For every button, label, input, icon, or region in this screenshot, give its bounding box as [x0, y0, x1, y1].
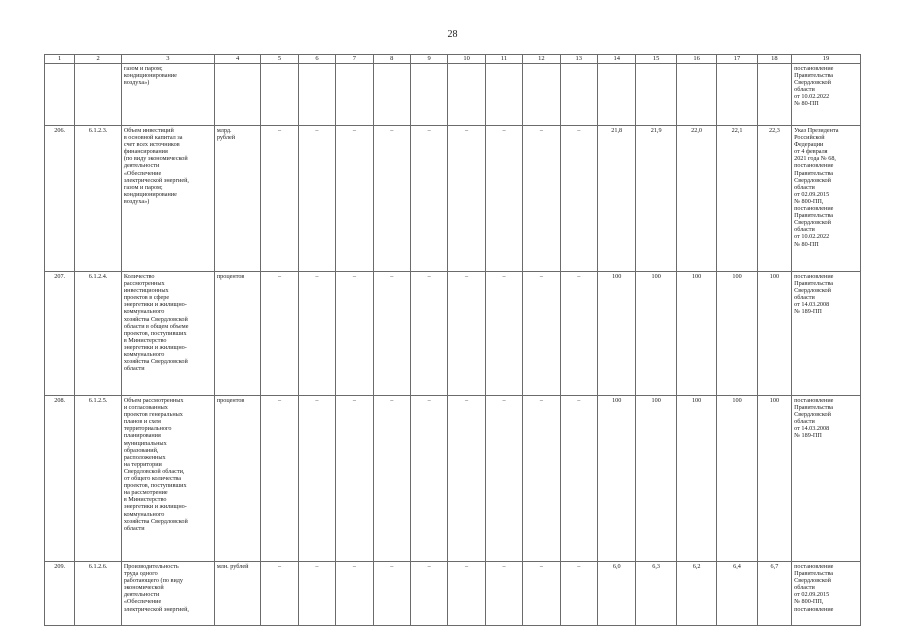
unit-of-measure: млрд. рублей [214, 126, 261, 272]
table-row [45, 272, 861, 396]
indicator-code: 6.1.2.4. [75, 272, 122, 396]
value-cell: 100 [757, 396, 791, 562]
column-number-row [45, 55, 861, 64]
value-cell: – [410, 272, 447, 396]
value-cell: – [336, 126, 373, 272]
value-cell: 100 [717, 396, 757, 562]
indicator-name: Количество рассмотренных инвестиционных проектов в сфере энергетики и жилищно- коммунального хозяйства Свердловской области в общем объеме проектов, поступивших в Министерство энергетики и жилищно- коммунального хозяйства Свердловской области [121, 272, 214, 396]
indicator-name: Объем рассмотренных и согласованных проектов генеральных планов и схем территориального планирования муниципальных образований, расположенных на территории Свердловской области, от общего количества проектов, поступивших на рассмотрение в Министерство энергетики и жилищно- коммунального хозяйства Свердловской области [121, 396, 214, 562]
value-cell: 22,0 [676, 126, 716, 272]
value-cell: – [560, 562, 597, 626]
row-number: 207. [45, 272, 75, 396]
column-number: 1 [45, 55, 75, 64]
value-cell: 100 [757, 272, 791, 396]
value-cell: – [448, 126, 485, 272]
value-cell [485, 64, 522, 126]
row-number [45, 64, 75, 126]
value-cell: – [448, 272, 485, 396]
value-cell [261, 64, 298, 126]
unit-of-measure: процентов [214, 272, 261, 396]
column-number: 10 [448, 55, 485, 64]
value-cell: – [560, 272, 597, 396]
column-number: 15 [636, 55, 676, 64]
table-body [45, 64, 861, 626]
value-cell: – [261, 126, 298, 272]
value-cell [560, 64, 597, 126]
column-number: 8 [373, 55, 410, 64]
value-cell: – [448, 396, 485, 562]
value-cell: 100 [636, 396, 676, 562]
value-cell: – [523, 562, 560, 626]
value-cell [448, 64, 485, 126]
column-number: 5 [261, 55, 298, 64]
value-cell: 100 [598, 396, 636, 562]
value-cell: 100 [598, 272, 636, 396]
value-cell: – [485, 562, 522, 626]
page-number: 28 [447, 29, 458, 40]
indicator-code [75, 64, 122, 126]
value-cell: – [261, 396, 298, 562]
value-cell: – [523, 126, 560, 272]
column-number: 18 [757, 55, 791, 64]
value-cell: – [373, 562, 410, 626]
value-cell: – [336, 562, 373, 626]
value-cell [598, 64, 636, 126]
value-cell: 6,4 [717, 562, 757, 626]
column-number: 14 [598, 55, 636, 64]
value-cell: – [485, 126, 522, 272]
value-cell: – [261, 562, 298, 626]
column-number: 9 [410, 55, 447, 64]
column-number: 2 [75, 55, 122, 64]
column-number: 4 [214, 55, 261, 64]
value-cell: – [485, 396, 522, 562]
value-cell: – [485, 272, 522, 396]
value-cell: – [373, 396, 410, 562]
legal-basis: постановление Правительства Свердловской области от 14.03.2008 № 189-ПП [792, 272, 861, 396]
value-cell [410, 64, 447, 126]
value-cell: 6,3 [636, 562, 676, 626]
value-cell: 100 [717, 272, 757, 396]
indicator-code: 6.1.2.6. [75, 562, 122, 626]
value-cell: – [336, 396, 373, 562]
value-cell: – [560, 396, 597, 562]
unit-of-measure [214, 64, 261, 126]
value-cell [717, 64, 757, 126]
indicator-name: газом и паром; кондиционирование воздуха») [121, 64, 214, 126]
value-cell: – [560, 126, 597, 272]
value-cell: 6,2 [676, 562, 716, 626]
value-cell: – [373, 272, 410, 396]
value-cell [523, 64, 560, 126]
row-number: 209. [45, 562, 75, 626]
column-number: 19 [792, 55, 861, 64]
value-cell: – [523, 396, 560, 562]
table-row [45, 126, 861, 272]
legal-basis: постановление Правительства Свердловской области от 10.02.2022 № 80-ПП [792, 64, 861, 126]
value-cell: – [298, 562, 335, 626]
value-cell: 21,9 [636, 126, 676, 272]
value-cell [636, 64, 676, 126]
column-number: 17 [717, 55, 757, 64]
column-number: 11 [485, 55, 522, 64]
value-cell: – [448, 562, 485, 626]
column-number: 16 [676, 55, 716, 64]
value-cell: 6,7 [757, 562, 791, 626]
legal-basis: постановление Правительства Свердловской области от 14.03.2008 № 189-ПП [792, 396, 861, 562]
indicator-name: Производительность труда одного работающего (по виду экономической деятельности «Обеспечение электрической энергией, [121, 562, 214, 626]
value-cell: – [261, 272, 298, 396]
column-number: 12 [523, 55, 560, 64]
value-cell: 6,0 [598, 562, 636, 626]
value-cell: 22,3 [757, 126, 791, 272]
unit-of-measure: млн. рублей [214, 562, 261, 626]
column-number: 6 [298, 55, 335, 64]
table-row [45, 64, 861, 126]
indicator-code: 6.1.2.3. [75, 126, 122, 272]
value-cell: – [336, 272, 373, 396]
table-row [45, 562, 861, 626]
value-cell: – [410, 126, 447, 272]
value-cell: – [298, 126, 335, 272]
legal-basis: Указ Президента Российской Федерации от 4 февраля 2021 года № 68, постановление Правительства Свердловской области от 02.09.2015 № 800-ПП, постановление Правительства Свердловской области от 10.02.2022 № 80-ПП [792, 126, 861, 272]
column-number: 13 [560, 55, 597, 64]
value-cell [373, 64, 410, 126]
value-cell: – [298, 272, 335, 396]
indicator-name: Объем инвестиций в основной капитал за счет всех источников финансирования (по виду экономической деятельности «Обеспечение электрической энергией, газом и паром; кондиционирование воздуха») [121, 126, 214, 272]
indicator-code: 6.1.2.5. [75, 396, 122, 562]
indicators-table [44, 54, 861, 626]
unit-of-measure: процентов [214, 396, 261, 562]
column-number: 3 [121, 55, 214, 64]
row-number: 208. [45, 396, 75, 562]
value-cell: – [410, 562, 447, 626]
value-cell: – [523, 272, 560, 396]
table-row [45, 396, 861, 562]
value-cell [676, 64, 716, 126]
value-cell: 100 [636, 272, 676, 396]
legal-basis: постановление Правительства Свердловской области от 02.09.2015 № 800-ПП, постановление [792, 562, 861, 626]
column-number: 7 [336, 55, 373, 64]
value-cell: 22,1 [717, 126, 757, 272]
value-cell: 21,8 [598, 126, 636, 272]
value-cell: 100 [676, 396, 716, 562]
value-cell: – [298, 396, 335, 562]
value-cell [336, 64, 373, 126]
value-cell [757, 64, 791, 126]
value-cell: – [410, 396, 447, 562]
value-cell: 100 [676, 272, 716, 396]
row-number: 206. [45, 126, 75, 272]
value-cell [298, 64, 335, 126]
value-cell: – [373, 126, 410, 272]
